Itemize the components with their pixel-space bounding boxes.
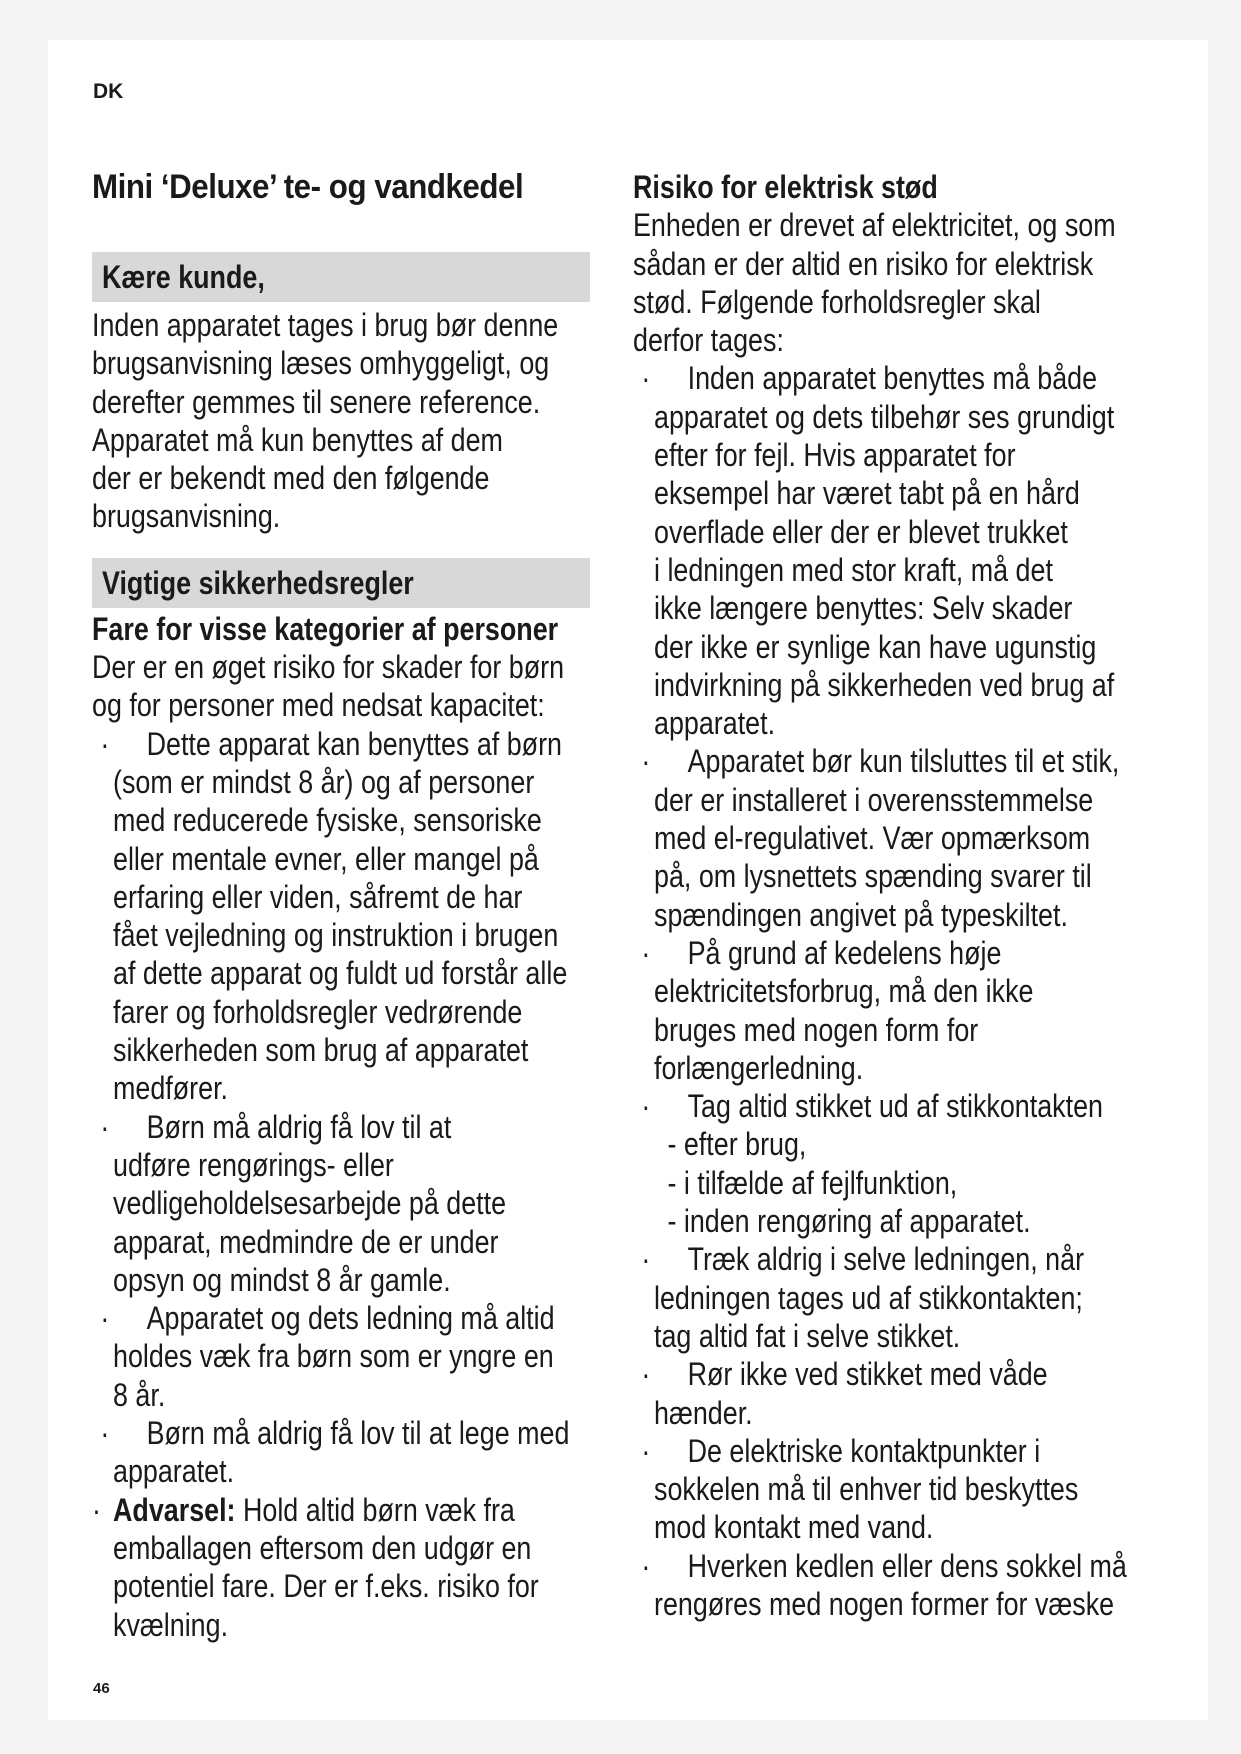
bullet-item: · De elektriske kontaktpunkter i sokkelen må til enhver tid beskyttes mod kontakt med vand. (641, 1432, 1079, 1546)
text-line: derfor tages: (633, 322, 784, 359)
intro-paragraph (92, 306, 559, 536)
bullet-item: · Dette apparat kan benyttes af børn (som er mindst 8 år) og af personer med reducerede fysiske, sensoriske eller mentale evner, eller mangel på erfaring eller viden, såfremt de har fået vejledning og instruktion i brugen af dette apparat og fuldt ud forstår alle farer og forholdsregler vedrørende sikkerheden som brug af apparatet medfører. (100, 725, 568, 1107)
bullet-dot: · (641, 1547, 651, 1584)
left-column (92, 252, 590, 1644)
left-body (92, 610, 570, 1644)
bullet-item: · Apparatet bør kun tilsluttes til et stik, der er installeret i overensstemmelse med el-regulativet. Vær opmærksom på, om lysnettets spænding svarer til spændingen angivet på typeskiltet. (641, 743, 1120, 933)
bullet-dot: · (92, 1491, 101, 1528)
bullet-item: · Inden apparatet benyttes må både apparatet og dets tilbehør ses grundigt efter for fejl. Hvis apparatet for eksempel har været tabt på en hård overflade eller der er blevet trukket i ledningen med stor kraft, må det ikke længere benyttes: Selv skader der ikke er synlige kan have ugunstig indvirkning på sikkerheden ved brug af apparatet. (641, 360, 1115, 742)
warning-label: Advarsel: (113, 1491, 236, 1528)
bullet-item: · Apparatet og dets ledning må altid holdes væk fra børn som er yngre en 8 år. (100, 1300, 555, 1413)
bullet-item-unplug: · Tag altid stikket ud af stikkontakten - efter brug, - i tilfælde af fejlfunktion, - inden rengøring af apparatet. (641, 1088, 1103, 1240)
language-code: DK (93, 80, 124, 103)
page-number: 46 (93, 1680, 110, 1697)
bullet-item: · På grund af kedelens høje elektricitetsforbrug, må den ikke bruges med nogen form for forlængerledning. (641, 934, 1034, 1086)
bullet-dot: · (100, 725, 110, 762)
section-band-dear-customer: Kære kunde, (92, 252, 590, 302)
text-line: Inden apparatet tages i brug bør denne (92, 307, 559, 343)
bullet-dot: · (100, 1415, 110, 1452)
section-band-safety-rules: Vigtige sikkerhedsregler (92, 558, 590, 608)
bullet-item: · Børn må aldrig få lov til at udføre rengørings- eller vedligeholdelsesarbejde på dette apparat, medmindre de er under opsyn og mindst 8 år gamle. (100, 1108, 507, 1298)
warning-item: · Advarsel: Hold altid børn væk fra emballagen eftersom den udgør en potentiel fare. Der er f.eks. risiko for kvælning. (92, 1491, 539, 1643)
text-line: stød. Følgende forholdsregler skal (633, 283, 1041, 320)
text-line: Der er en øget risiko for skader for børn (92, 649, 565, 686)
page-title: Mini ‘Deluxe’ te- og vandkedel (92, 168, 524, 206)
bullet-dot: · (641, 743, 651, 780)
text-line: Apparatet må kun benyttes af dem (92, 421, 503, 458)
text-line: der er bekendt med den følgende (92, 460, 490, 497)
text-line: sådan er der altid en risiko for elektrisk (633, 245, 1094, 282)
subheading: Fare for visse kategorier af personer (92, 610, 559, 647)
bullet-dot: · (100, 1108, 110, 1145)
bullet-dot: · (641, 1356, 651, 1393)
bullet-dot: · (100, 1300, 110, 1337)
dash-line: - inden rengøring af apparatet. (667, 1203, 1031, 1240)
bullet-dot: · (641, 360, 651, 397)
bullet-item: · Hverken kedlen eller dens sokkel må rengøres med nogen former for væske (641, 1547, 1127, 1622)
text-line: derefter gemmes til senere reference. (92, 383, 541, 420)
text-line: og for personer med nedsat kapacitet: (92, 687, 545, 724)
text-line: brugsanvisning. (92, 498, 281, 535)
bullet-dot: · (641, 1241, 651, 1278)
bullet-dot: · (641, 1088, 651, 1125)
subheading: Risiko for elektrisk stød (633, 169, 938, 205)
bullet-item: · Træk aldrig i selve ledningen, når ledningen tages ud af stikkontakten; tag altid fat i selve stikket. (641, 1241, 1085, 1354)
bullet-item: · Rør ikke ved stikket med våde hænder. (641, 1356, 1048, 1431)
bullet-item: · Børn må aldrig få lov til at lege med apparatet. (100, 1415, 570, 1490)
right-body (633, 168, 1127, 1623)
text-line: Enheden er drevet af elektricitet, og som (633, 207, 1116, 244)
right-column (633, 168, 1163, 1623)
text-line: brugsanvisning læses omhyggeligt, og (92, 345, 550, 382)
bullet-dot: · (641, 934, 651, 971)
dash-line: - efter brug, (667, 1126, 807, 1163)
bullet-dot: · (641, 1432, 651, 1469)
dash-line: - i tilfælde af fejlfunktion, (667, 1164, 958, 1201)
